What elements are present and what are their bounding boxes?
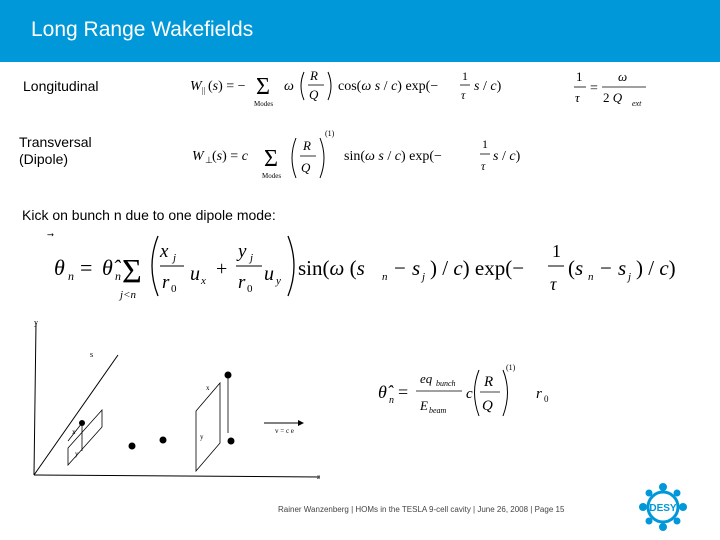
longitudinal-label: Longitudinal <box>23 78 99 94</box>
svg-text:1: 1 <box>576 69 583 84</box>
svg-text:+: + <box>216 258 228 280</box>
svg-text:j: j <box>173 252 177 264</box>
svg-text:θ̂: θ̂ <box>102 255 113 280</box>
svg-text:y: y <box>238 241 247 262</box>
svg-text:−: − <box>600 256 612 280</box>
bunch-2 <box>129 443 136 450</box>
svg-text:0: 0 <box>171 283 177 295</box>
svg-text:R: R <box>303 138 311 153</box>
svg-text:n: n <box>68 269 74 283</box>
svg-text:Σ: Σ <box>256 74 270 100</box>
plane-j <box>68 410 102 465</box>
svg-text:r: r <box>162 272 170 293</box>
svg-text:W: W <box>190 79 202 94</box>
svg-text:ω: ω <box>618 69 628 84</box>
svg-text:bunch: bunch <box>436 379 456 388</box>
svg-text:s: s <box>618 256 627 280</box>
xi-label: x <box>206 384 210 392</box>
svg-text:0: 0 <box>247 283 253 295</box>
svg-text:r: r <box>536 386 542 402</box>
transverse-wake-formula <box>188 124 533 184</box>
svg-text:θ: θ <box>54 255 65 280</box>
bunch-j <box>79 420 85 426</box>
svg-text:Q: Q <box>482 398 493 414</box>
svg-text:u: u <box>264 263 274 285</box>
svg-text:s: s <box>412 256 421 280</box>
svg-text:j: j <box>628 271 632 283</box>
y-axis-line <box>34 323 36 475</box>
svg-text:j<n: j<n <box>120 289 136 301</box>
bunch-3 <box>160 437 167 444</box>
svg-text:τ: τ <box>575 90 580 105</box>
svg-text:y: y <box>276 275 281 287</box>
svg-text:n: n <box>389 395 394 406</box>
svg-text:θ̂: θ̂ <box>378 382 387 402</box>
svg-text:E: E <box>420 398 428 413</box>
svg-text:||: || <box>202 86 206 95</box>
svg-text:Σ: Σ <box>122 253 142 290</box>
svg-text:(s) = −: (s) = − <box>208 79 246 94</box>
svg-text:Modes: Modes <box>262 172 282 180</box>
svg-text:=: = <box>80 255 93 280</box>
svg-text:sin(ω (s: sin(ω (s <box>298 256 365 280</box>
kick-amplitude-formula <box>376 358 566 424</box>
svg-text:⃗ <box>47 233 54 237</box>
svg-text:Modes: Modes <box>254 100 274 108</box>
svg-text:τ: τ <box>481 159 486 173</box>
svg-text:n: n <box>588 271 594 283</box>
svg-text:R: R <box>310 68 318 83</box>
svg-text:=: = <box>590 81 598 96</box>
svg-text:(s: (s <box>568 256 584 280</box>
z-axis-label: z <box>317 473 321 481</box>
svg-text:1: 1 <box>482 137 488 151</box>
bunch-geometry-sketch <box>20 315 330 485</box>
svg-text:0: 0 <box>544 394 549 404</box>
transversal-label: Transversal <box>19 134 92 150</box>
svg-text:s / c): s / c) <box>493 149 521 164</box>
svg-text:=: = <box>398 382 409 402</box>
svg-text:) / c) exp(−: ) / c) exp(− <box>430 256 525 280</box>
kick-formula <box>18 228 718 306</box>
svg-text:x: x <box>201 275 206 287</box>
svg-text:R: R <box>484 374 494 390</box>
svg-text:1: 1 <box>552 241 561 261</box>
svg-text:ω: ω <box>284 79 294 94</box>
svg-text:(1): (1) <box>506 363 516 372</box>
svg-text:x: x <box>160 241 169 262</box>
yi-label: y <box>200 433 204 441</box>
svg-text:j: j <box>250 252 254 264</box>
footer-text: Rainer Wanzenberg | HOMs in the TESLA 9-cell cavity | June 26, 2008 | Page 15 <box>278 505 565 514</box>
s-axis-label: s <box>90 350 94 359</box>
bunch-i <box>225 372 232 379</box>
svg-text:j: j <box>422 271 426 283</box>
z-axis-line <box>34 475 320 477</box>
svg-text:sin(ω s / c) exp(−: sin(ω s / c) exp(− <box>344 149 442 164</box>
svg-text:c: c <box>466 386 473 402</box>
svg-text:⊥: ⊥ <box>205 155 213 165</box>
svg-text:τ: τ <box>550 274 557 294</box>
svg-text:) / c): ) / c) <box>636 256 676 280</box>
svg-text:τ: τ <box>461 88 466 102</box>
svg-text:beam: beam <box>429 406 447 415</box>
y-axis-label: y <box>34 318 38 327</box>
kick-description: Kick on bunch n due to one dipole mode: <box>22 207 276 223</box>
velocity-label: v = c e <box>275 427 294 435</box>
svg-text:Q: Q <box>301 160 311 175</box>
bunch-5 <box>228 438 235 445</box>
svg-text:W: W <box>192 149 204 164</box>
svg-text:Σ: Σ <box>264 146 278 172</box>
xj-label: x <box>72 428 76 436</box>
logo-text: DESY <box>649 503 677 514</box>
dipole-label: (Dipole) <box>19 151 69 167</box>
svg-text:1: 1 <box>462 69 468 83</box>
svg-text:u: u <box>190 263 200 285</box>
svg-text:−: − <box>394 256 406 280</box>
svg-text:cos(ω s / c) exp(−: cos(ω s / c) exp(− <box>338 79 439 94</box>
svg-text:s / c): s / c) <box>474 79 502 94</box>
svg-text:(1): (1) <box>325 129 335 138</box>
damping-time-formula <box>570 64 660 114</box>
longitudinal-wake-formula <box>188 62 528 110</box>
slide-title: Long Range Wakefields <box>31 18 254 41</box>
svg-text:n: n <box>382 271 388 283</box>
svg-text:Q: Q <box>309 87 319 102</box>
svg-text:r: r <box>238 272 246 293</box>
desy-logo <box>638 482 688 532</box>
svg-text:eq: eq <box>420 371 433 386</box>
svg-text:(s) = c: (s) = c <box>212 149 248 164</box>
yj-label: y <box>75 450 79 458</box>
svg-text:n: n <box>115 269 121 283</box>
plane-i <box>196 383 220 471</box>
svg-text:2 Q: 2 Q <box>603 90 623 105</box>
svg-text:ext: ext <box>632 99 642 108</box>
